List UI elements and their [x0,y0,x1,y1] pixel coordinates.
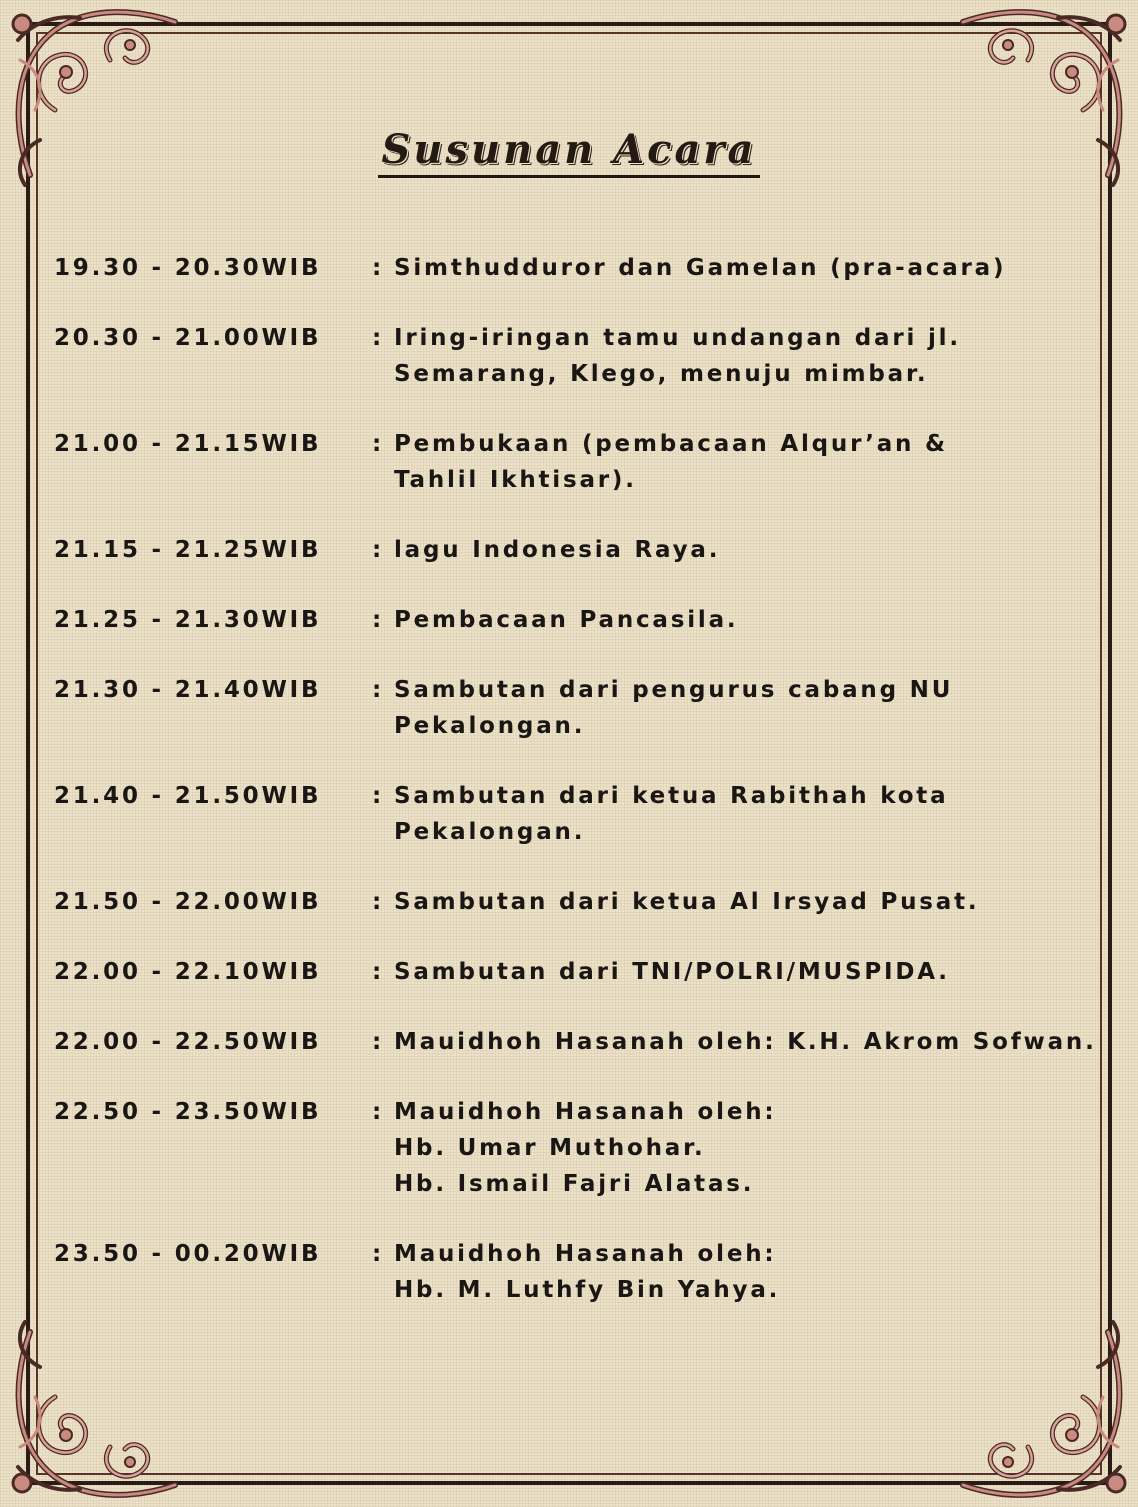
schedule-description [394,1094,1104,1202]
schedule-line: Hb. M. Luthfy Bin Yahya. [394,1277,781,1303]
schedule-line: Sambutan dari ketua Al Irsyad Pusat. [394,889,980,915]
schedule-colon: : [372,1029,382,1055]
schedule-row [54,320,1104,392]
schedule-line: Pekalongan. [394,819,586,845]
schedule-colon: : [372,1241,382,1267]
schedule-line: Sambutan dari pengurus cabang NU [394,677,954,703]
corner-ornament-bottom-left [0,1317,190,1507]
schedule-time: 19.30 - 20.30WIB [54,255,322,281]
schedule-description [394,602,1104,638]
schedule-row [54,426,1104,498]
schedule-colon: : [372,1099,382,1125]
schedule-line: lagu Indonesia Raya. [394,537,721,563]
schedule-line: Mauidhoh Hasanah oleh: [394,1241,777,1267]
schedule-time: 21.15 - 21.25WIB [54,537,322,563]
schedule-line: Simthudduror dan Gamelan (pra-acara) [394,255,1007,281]
schedule-row [54,884,1104,920]
schedule-line: Mauidhoh Hasanah oleh: K.H. Akrom Sofwan. [394,1029,1097,1055]
schedule-row [54,1024,1104,1060]
schedule-line: Hb. Ismail Fajri Alatas. [394,1171,755,1197]
schedule-description [394,532,1104,568]
schedule-time: 22.00 - 22.50WIB [54,1029,322,1055]
schedule-time: 21.00 - 21.15WIB [54,431,322,457]
schedule-time: 21.50 - 22.00WIB [54,889,322,915]
schedule-description [394,954,1104,990]
schedule-colon: : [372,889,382,915]
schedule-colon: : [372,607,382,633]
schedule-description [394,672,1104,744]
schedule-colon: : [372,431,382,457]
schedule-line: Hb. Umar Muthohar. [394,1135,706,1161]
schedule-row [54,602,1104,638]
schedule-description [394,250,1104,286]
schedule-time: 22.50 - 23.50WIB [54,1099,322,1125]
schedule-time: 21.25 - 21.30WIB [54,607,322,633]
schedule-line: Pembukaan (pembacaan Alqur’an & [394,431,948,457]
schedule-time: 22.00 - 22.10WIB [54,959,322,985]
schedule-line: Pembacaan Pancasila. [394,607,739,633]
page-title: Susunan Acara [378,126,761,178]
schedule-row [54,778,1104,850]
schedule-colon: : [372,783,382,809]
schedule-row [54,1094,1104,1202]
schedule-time: 20.30 - 21.00WIB [54,325,322,351]
schedule-description [394,778,1104,850]
schedule-description [394,320,1104,392]
schedule-colon: : [372,537,382,563]
schedule-line: Pekalongan. [394,713,586,739]
schedule-line: Semarang, Klego, menuju mimbar. [394,361,929,387]
schedule-time: 23.50 - 00.20WIB [54,1241,322,1267]
schedule-colon: : [372,325,382,351]
schedule-description [394,426,1104,498]
schedule-time: 21.40 - 21.50WIB [54,783,322,809]
corner-ornament-bottom-right [948,1317,1138,1507]
schedule-colon: : [372,255,382,281]
schedule-row [54,532,1104,568]
page-title-container [0,126,1138,178]
schedule-description [394,1024,1104,1060]
schedule-line: Tahlil Ikhtisar). [394,467,637,493]
schedule-row [54,672,1104,744]
schedule-row [54,1236,1104,1308]
schedule-line: Sambutan dari TNI/POLRI/MUSPIDA. [394,959,950,985]
schedule-line: Mauidhoh Hasanah oleh: [394,1099,777,1125]
schedule-description [394,884,1104,920]
schedule-row [54,954,1104,990]
schedule-line: Sambutan dari ketua Rabithah kota [394,783,949,809]
schedule-list [54,250,1104,1342]
schedule-time: 21.30 - 21.40WIB [54,677,322,703]
schedule-colon: : [372,677,382,703]
schedule-description [394,1236,1104,1308]
schedule-line: Iring-iringan tamu undangan dari jl. [394,325,961,351]
schedule-colon: : [372,959,382,985]
schedule-row [54,250,1104,286]
